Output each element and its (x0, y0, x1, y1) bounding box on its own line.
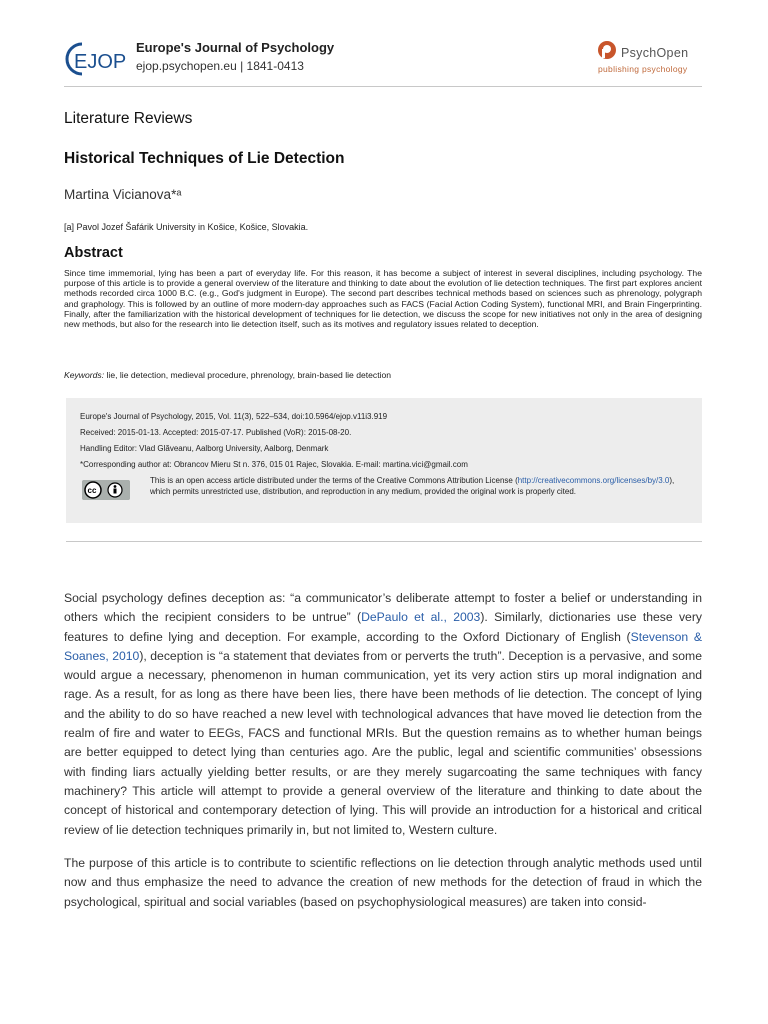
abstract-heading: Abstract (64, 245, 123, 261)
article-info-box (66, 398, 702, 523)
section-label: Literature Reviews (64, 110, 193, 127)
header-divider (64, 86, 702, 87)
dates-line: Received: 2015-01-13. Accepted: 2015-07-17. Published (VoR): 2015-08-20. (80, 428, 352, 437)
license-text (150, 475, 690, 497)
abstract-text: Since time immemorial, lying has been a part of everyday life. For this reason, it has become a subject of interest in several disciplines, including psychology. The purpose of this article is to provide a general overview of the literature and thinking to date about the evolution of lie detection techniques. The first part explores ancient methods recorded circa 1000 B.C. (e.g., God's judgment in Europe). The second part describes technical methods based on sciences such as phrenology, polygraph and graphology. This is followed by an outline of more modern-day approaches such as FACS (Facial Action Coding System), functional MRI, and Brain Fingerprinting. Finally, after the familiarization with the historical development of techniques for lie detection, we discuss the scope for new initiatives not only in the area of designing new methods, but also for the research into lie detection itself, such as its motives and regulatory issues related to deception. (64, 268, 702, 330)
keywords (64, 370, 702, 380)
keywords-list: lie, lie detection, medieval procedure, phrenology, brain-based lie detection (106, 370, 392, 380)
license-pre: This is an open access article distributed under the terms of the Creative Commons Attribution License ( (150, 476, 518, 485)
paragraph-text: ), deception is “a statement that deviates from or perverts the truth”. Deception is a pervasive, and some would argue a necessary, phenomenon in human communication, yet its very action stirs up moral indignation and rage. As a result, for as long as there have been lies, there have been methods of lie detection. The concept of lying and the ability to do so have reached a new level with technological advances that have moved lie detection from the realm of fire and water to EEGs, FACS and functional MRIs. But the question remains as to whether human beings are better equipped to detect lying than centuries ago. Are the public, legal and scientific communities’ obsessions with finding liars actually yielding better results, or are they merely sugarcoating the same techniques with fancy machinery? This article will attempt to provide a general overview of the literature and thinking to date about the concept of historical and contemporary detection of lying. This will provide an introduction for a historical and critical review of lie detection techniques primarily in, but not limited to, Western culture. (64, 648, 702, 837)
cc-by-license-icon[interactable] (82, 480, 130, 500)
body-paragraph: The purpose of this article is to contribute to scientific reflections on lie detection through analytic methods used until now and thus emphasize the need to advance the creation of new methods for the detection of fraud in which the psychological, spiritual and social variables (based on psychophysiological measures) are taken into consid- (64, 856, 702, 909)
citation-link[interactable]: Stevenson & Soanes, 2010 (64, 629, 702, 663)
keywords-label: Keywords: (64, 370, 105, 380)
svg-text:cc: cc (87, 486, 97, 495)
editor-line: Handling Editor: Vlad Glăveanu, Aalborg University, Aalborg, Denmark (80, 444, 329, 453)
corresponding-author-line[interactable]: *Corresponding author at: Obrancov Mieru St n. 376, 015 01 Rajec, Slovakia. E-mail: martina.vici@gmail.com (80, 460, 468, 469)
author-marks: *ᵃ (171, 187, 182, 202)
author-affiliation: [a] Pavol Jozef Šafárik University in Košice, Košice, Slovakia. (64, 222, 309, 232)
author-name (64, 187, 181, 202)
paragraph-text: ). Similarly, dictionaries use these very features to define lying and deception. For example, according to the Oxford Dictionary of English ( (64, 610, 702, 644)
citation-link[interactable]: DePaulo et al., 2003 (361, 610, 481, 625)
journal-issn[interactable]: ejop.psychopen.eu | 1841-0413 (136, 59, 304, 73)
article-title: Historical Techniques of Lie Detection (64, 150, 345, 167)
publisher-tagline: publishing psychology (598, 64, 688, 74)
license-link[interactable]: http://creativecommons.org/licenses/by/3.0 (517, 476, 670, 485)
body-paragraph (64, 589, 702, 840)
logo-text: EJOP (74, 51, 127, 73)
license-post: ), which permits unrestricted use, distribution, and reproduction in any medium, provided the original work is properly cited. (150, 476, 675, 496)
author-name-text: Martina Vicianova (64, 187, 172, 202)
citation-line: Europe's Journal of Psychology, 2015, Vol. 11(3), 522–534, doi:10.5964/ejop.v11i3.919 (80, 412, 388, 421)
body-divider (66, 541, 702, 542)
ejop-logo (64, 38, 128, 80)
paragraph-text: Social psychology defines deception as: “a communicator’s deliberate attempt to foster a belief or understanding in others which the recipient considers to be untrue” ( (64, 591, 702, 625)
journal-title: Europe's Journal of Psychology (136, 40, 335, 55)
publisher-name: PsychOpen (621, 46, 689, 60)
